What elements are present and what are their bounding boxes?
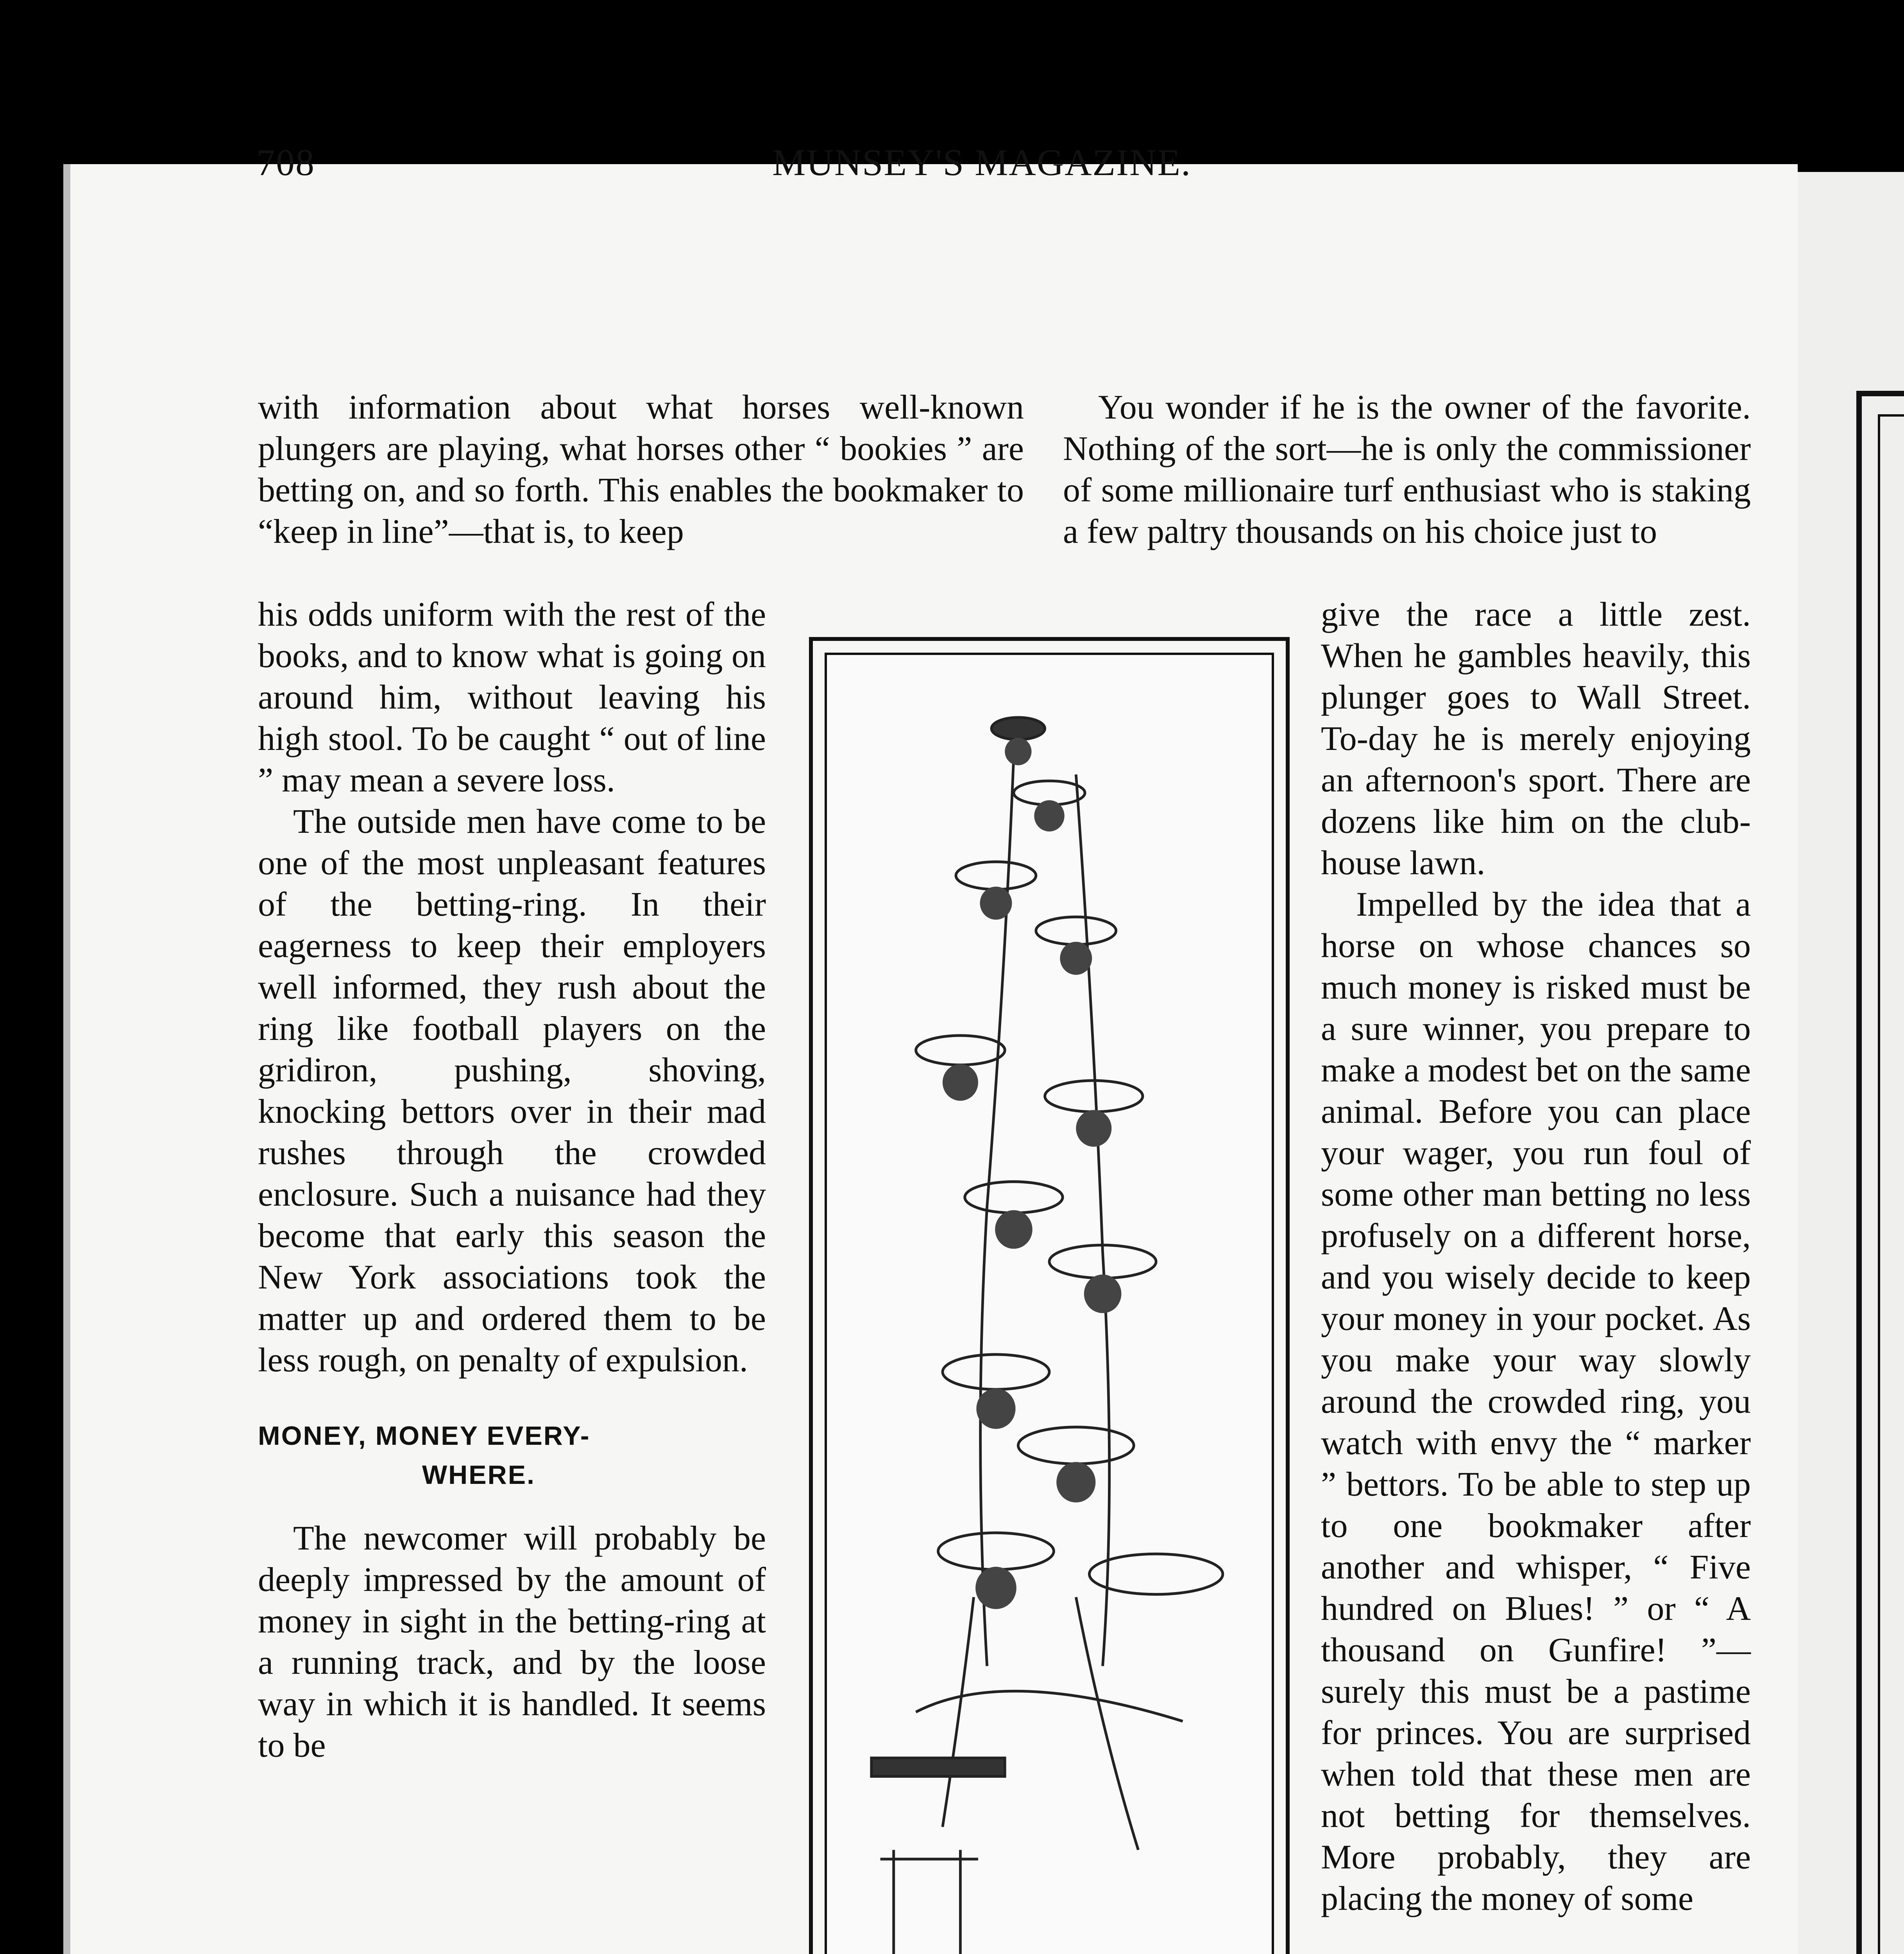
left-paragraph-newcomer: The newcomer will probably be deeply impressed by the amount of money in sight in the betting-ring at a running track, and by the loose way in which it is handled. It seems to be [258, 1519, 766, 1764]
left-paragraph-outside-men: The outside men have come to be one of the most unpleasant features of the betting-ring. In their eagerness to keep their employers well informed, they rush about the ring like football players on the gridiron, pushing, shoving, knocking bettors over in their mad rushes through the crowded enclosure. Such a nuisance had they become that early this season the New York associations took the matter up and ordered them to be less rough, on penalty of expulsion. [258, 803, 766, 1379]
right-column-narrow [1321, 594, 1751, 1920]
left-paragraph-odds: his odds uniform with the rest of the books, and to know what is going on around him, without leaving his high stool. To be caught “ out of line ” may mean a severe loss. [258, 596, 766, 799]
left-column-top [258, 387, 1024, 553]
subhead-line-1: MONEY, MONEY EVERY- [258, 1421, 591, 1451]
bettors-line-drawing [827, 655, 1272, 1954]
right-column-top [1063, 387, 1751, 553]
section-subhead [258, 1416, 766, 1494]
adjacent-page-edge [1798, 172, 1904, 1954]
left-top-paragraph: with information about what horses well-known plungers are playing, what horses other “ bookies ” are betting on, and so forth. This enables the bookmaker to “keep in line”—that is, to keep [258, 388, 1024, 551]
right-top-paragraph: You wonder if he is the owner of the favorite. Nothing of the sort—he is only the commissioner of some millionaire turf enthusiast who is staking a few paltry thousands on his choice just to [1063, 388, 1751, 551]
page-number: 708 [256, 141, 315, 183]
right-paragraph-impelled: Impelled by the idea that a horse on whose chances so much money is risked must be a sure winner, you prepare to make a modest bet on the same animal. Before you can place your wager, you run foul of some other man betting no less profusely on a different horse, and you wisely decide to keep your money in your pocket. As you make your way slowly around the crowded ring, you watch with envy the “ marker ” bettors. To be able to step up to one bookmaker after another and whisper, “ Five hundred on Blues! ” or “ A thousand on Gunfire! ”—surely this must be a pastime for princes. You are surprised when told that these men are not betting for themselves. More probably, they are placing the money of some [1321, 886, 1751, 1918]
left-column-narrow [258, 594, 766, 1766]
subhead-line-2: WHERE. [422, 1460, 535, 1490]
running-header [256, 141, 1841, 195]
magazine-title: MUNSEY'S MAGAZINE. [772, 141, 1191, 183]
illustration [825, 653, 1274, 1954]
illustration-frame [809, 637, 1290, 1954]
adjacent-page-inner-frame [1878, 414, 1904, 1954]
right-paragraph-zest: give the race a little zest. When he gambles heavily, this plunger goes to Wall Street. To-day he is merely enjoying an afternoon's sport. There are dozens like him on the club-house lawn. [1321, 596, 1751, 882]
